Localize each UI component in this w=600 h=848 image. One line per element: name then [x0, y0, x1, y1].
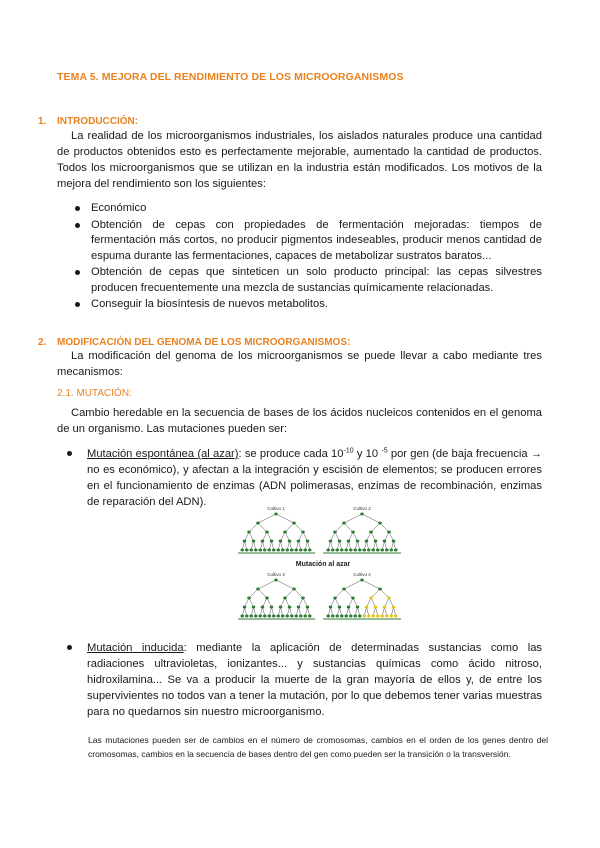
tree-branch — [276, 580, 294, 589]
cell-icon — [308, 549, 312, 552]
cell-icon — [344, 549, 348, 552]
cell-icon — [383, 606, 387, 609]
bullet-dot-icon — [75, 302, 80, 307]
tree-branch — [344, 589, 353, 598]
cell-icon — [351, 597, 355, 600]
cell-icon — [349, 549, 353, 552]
section-2-number: 2. — [38, 337, 47, 348]
tree-branch — [344, 514, 362, 523]
bullet-text: Obtención de cepas con propiedades de fermentación mejoradas: tiempos de fermentación más cortos, no producir pigmentos indeseables, producir menos cantidad de espuma durante las fermentaciones, capaces de metabolizar sustratos baratos... — [91, 218, 542, 262]
section-1-paragraph — [57, 128, 542, 192]
cell-icon — [347, 606, 351, 609]
tree-branch — [285, 523, 294, 532]
cell-icon — [329, 606, 333, 609]
cell-icon — [358, 549, 362, 552]
cell-icon — [258, 615, 262, 618]
tree-branch — [285, 589, 294, 598]
cell-icon — [344, 615, 348, 618]
cell-icon — [299, 615, 303, 618]
cell-icon — [247, 531, 251, 534]
mutation-figure — [238, 503, 408, 631]
document-title: TEMA 5. MEJORA DEL RENDIMIENTO DE LOS MICROORGANISMOS — [57, 71, 404, 83]
tree-branch — [276, 514, 294, 523]
exponent-2: -5 — [381, 447, 388, 455]
cell-icon — [342, 522, 346, 525]
section-2-heading: MODIFICACIÓN DEL GENOMA DE LOS MICROORGANISMOS: — [57, 337, 351, 348]
cell-icon — [261, 606, 265, 609]
mutation-spontaneous-text-b: y 10 — [353, 448, 382, 460]
tree-branch — [249, 589, 258, 598]
cell-icon — [349, 615, 353, 618]
section-1-bullets — [75, 201, 542, 314]
cell-icon — [265, 531, 269, 534]
cell-icon — [326, 615, 330, 618]
cell-icon — [254, 549, 258, 552]
cell-icon — [306, 540, 310, 543]
cell-icon — [351, 531, 355, 534]
cell-icon — [362, 615, 366, 618]
mutation-induced-text: : mediante la aplicación de determinadas sustancias como las radiaciones ultravioletas, ionizantes... y sustancias químicas como ácido nitroso, hidroxilamina... Se va a producir la muerte de la gran mayoría de ellos y, de entre los supervivientes no todos van a tener la mutación, por lo que debemos tener varias muestras para no quedarnos sin nuestro microorganismo. — [87, 642, 543, 718]
cell-icon — [299, 549, 303, 552]
cell-icon — [240, 549, 244, 552]
section-1-number: 1. — [38, 116, 47, 127]
cell-icon — [240, 615, 244, 618]
bullet-dot-icon — [75, 223, 80, 228]
mutation-spontaneous-text-a: : se produce cada 10 — [238, 448, 344, 460]
bullet-item — [75, 297, 542, 313]
cell-icon — [362, 549, 366, 552]
cell-icon — [297, 540, 301, 543]
tree-branch — [294, 523, 303, 532]
cell-icon — [367, 615, 371, 618]
cell-icon — [376, 615, 380, 618]
cell-icon — [353, 549, 357, 552]
cell-icon — [294, 549, 298, 552]
exponent-1: -10 — [343, 447, 354, 455]
tree-branch — [258, 523, 267, 532]
cell-icon — [374, 540, 378, 543]
cell-icon — [245, 549, 249, 552]
cell-icon — [389, 549, 393, 552]
cell-icon — [392, 606, 396, 609]
subsection-2-1-paragraph — [57, 405, 542, 437]
tree-branch — [249, 523, 258, 532]
tree-branch — [344, 523, 353, 532]
mutation-spontaneous-term: Mutación espontánea (al azar) — [87, 448, 239, 460]
cell-icon — [274, 513, 278, 516]
cell-icon — [306, 606, 310, 609]
cell-icon — [360, 513, 364, 516]
tree-branch — [371, 589, 380, 598]
cell-icon — [338, 606, 342, 609]
cell-icon — [303, 549, 307, 552]
cell-icon — [392, 540, 396, 543]
tree-branch — [380, 589, 389, 598]
cell-icon — [288, 540, 292, 543]
cell-icon — [371, 615, 375, 618]
cell-icon — [285, 615, 289, 618]
cell-icon — [378, 588, 382, 591]
cell-icon — [288, 606, 292, 609]
cell-icon — [249, 615, 253, 618]
cell-icon — [347, 540, 351, 543]
cell-icon — [385, 615, 389, 618]
mutation-types-list-2 — [67, 640, 542, 721]
tree-branch — [258, 580, 276, 589]
cell-icon — [276, 615, 280, 618]
cell-icon — [329, 540, 333, 543]
bullet-text: Obtención de cepas que sinteticen un solo producto principal: las cepas silvestres producen frecuentemente una mezcla de sustancias químicamente relacionadas. — [91, 266, 542, 294]
mutation-induced-term: Mutación inducida — [87, 642, 184, 654]
cell-icon — [342, 588, 346, 591]
cell-icon — [270, 540, 274, 543]
cell-icon — [254, 615, 258, 618]
cell-icon — [297, 606, 301, 609]
bullet-item — [75, 218, 542, 265]
section-1-paragraph-text: La realidad de los microorganismos industriales, los aislados naturales produce una cantidad de productos obtenidos esto es perfectamente mejorable, aumentado la cantidad de productos. Todos los microorganismos que se utilizan en la industria están modificados. Los motivos de la mejora del rendimiento son los siguientes: — [57, 130, 542, 190]
cell-icon — [365, 606, 369, 609]
cell-icon — [252, 540, 256, 543]
cell-icon — [290, 615, 294, 618]
cell-icon — [331, 615, 335, 618]
tree-branch — [362, 580, 380, 589]
mutation-note: Las mutaciones pueden ser de cambios en el número de cromosomas, cambios en el orden de los genes dentro del cromosomas, cambios en la secuencia de bases dentro del gen como pueden ser la transición o la transversión. — [88, 735, 548, 759]
mutation-types-list — [67, 446, 542, 511]
subsection-2-1-paragraph-text: Cambio heredable en la secuencia de bases de los ácidos nucleicos contenidos en el genoma de un organismo. Las mutaciones pueden ser: — [57, 407, 542, 435]
bullet-text: Económico — [91, 202, 147, 214]
section-2-paragraph-text: La modificación del genoma de los microorganismos se puede llevar a cabo mediante tres mecanismos: — [57, 350, 542, 378]
cell-icon — [263, 615, 267, 618]
figure-label-cultivo-1: Cultivo 1 — [267, 506, 285, 511]
bullet-dot-icon — [75, 270, 80, 275]
tree-branch — [380, 523, 389, 532]
subsection-2-1-heading: 2.1. MUTACIÓN: — [57, 388, 132, 399]
cell-icon — [378, 522, 382, 525]
cell-icon — [338, 540, 342, 543]
cell-icon — [335, 615, 339, 618]
cell-icon — [394, 615, 398, 618]
cell-icon — [380, 615, 384, 618]
cell-icon — [369, 597, 373, 600]
cell-icon — [256, 588, 260, 591]
cell-icon — [340, 615, 344, 618]
figure-label-cultivo-3: Cultivo 3 — [267, 572, 285, 577]
cell-icon — [290, 549, 294, 552]
bullet-text: Conseguir la biosíntesis de nuevos metabolitos. — [91, 298, 328, 310]
mutation-induced-item — [67, 640, 542, 720]
figure-label-mutacion: Mutación al azar — [295, 561, 351, 568]
tree-branch — [344, 580, 362, 589]
cell-icon — [252, 606, 256, 609]
cell-icon — [245, 615, 249, 618]
cell-icon — [279, 540, 283, 543]
cell-icon — [387, 531, 391, 534]
cell-icon — [301, 597, 305, 600]
cell-icon — [281, 549, 285, 552]
figure-label-cultivo-2: Cultivo 2 — [353, 506, 371, 511]
tree-branch — [371, 523, 380, 532]
bullet-item — [75, 201, 542, 217]
cell-icon — [340, 549, 344, 552]
cell-icon — [376, 549, 380, 552]
cell-icon — [333, 531, 337, 534]
cell-icon — [281, 615, 285, 618]
cell-icon — [333, 597, 337, 600]
cell-icon — [270, 606, 274, 609]
cell-icon — [285, 549, 289, 552]
cell-icon — [308, 615, 312, 618]
cell-icon — [360, 579, 364, 582]
cell-icon — [267, 615, 271, 618]
cell-icon — [389, 615, 393, 618]
cell-icon — [385, 549, 389, 552]
cell-icon — [276, 549, 280, 552]
tree-branch — [335, 523, 344, 532]
mutation-tree-diagram — [238, 503, 408, 631]
cell-icon — [243, 606, 247, 609]
cell-icon — [283, 531, 287, 534]
cell-icon — [267, 549, 271, 552]
cell-icon — [374, 606, 378, 609]
cell-icon — [265, 597, 269, 600]
bullet-dot-icon — [67, 645, 72, 650]
cell-icon — [303, 615, 307, 618]
cell-icon — [272, 615, 276, 618]
cell-icon — [294, 615, 298, 618]
bullet-item — [75, 265, 542, 296]
cell-icon — [331, 549, 335, 552]
figure-label-cultivo-4: Cultivo 4 — [353, 572, 371, 577]
section-1-heading: INTRODUCCIÓN: — [57, 116, 139, 127]
cell-icon — [301, 531, 305, 534]
cell-icon — [283, 597, 287, 600]
cell-icon — [394, 549, 398, 552]
cell-icon — [356, 606, 360, 609]
bullet-dot-icon — [67, 451, 72, 456]
cell-icon — [326, 549, 330, 552]
cell-icon — [256, 522, 260, 525]
cell-icon — [274, 579, 278, 582]
cell-icon — [369, 531, 373, 534]
cell-icon — [261, 540, 265, 543]
cell-icon — [247, 597, 251, 600]
cell-icon — [387, 597, 391, 600]
mutation-spontaneous-text-c: por gen (de baja frecuencia → no es económico), y afectan a la integración y escisión de elementos; se producen errores en el funcionamiento de enzimas (ADN polimerasas, enzimas de recombinación, enzimas de reparación del ADN). — [87, 448, 542, 508]
tree-branch — [258, 589, 267, 598]
cell-icon — [367, 549, 371, 552]
mutation-spontaneous-item — [67, 446, 542, 510]
cell-icon — [243, 540, 247, 543]
cell-icon — [279, 606, 283, 609]
cell-icon — [272, 549, 276, 552]
cell-icon — [358, 615, 362, 618]
tree-branch — [362, 514, 380, 523]
cell-icon — [292, 522, 296, 525]
cell-icon — [371, 549, 375, 552]
cell-icon — [263, 549, 267, 552]
section-2-paragraph — [57, 348, 542, 380]
cell-icon — [335, 549, 339, 552]
cell-icon — [258, 549, 262, 552]
cell-icon — [356, 540, 360, 543]
cell-icon — [292, 588, 296, 591]
bullet-dot-icon — [75, 206, 80, 211]
cell-icon — [383, 540, 387, 543]
tree-branch — [258, 514, 276, 523]
cell-icon — [365, 540, 369, 543]
tree-branch — [294, 589, 303, 598]
cell-icon — [380, 549, 384, 552]
cell-icon — [249, 549, 253, 552]
cell-icon — [353, 615, 357, 618]
tree-branch — [335, 589, 344, 598]
